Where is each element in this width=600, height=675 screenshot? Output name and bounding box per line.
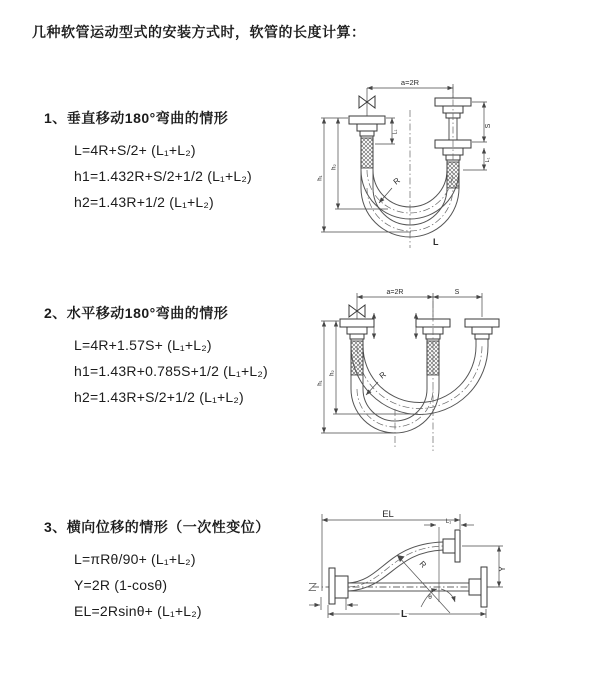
dim-label-h2: h₂ (331, 164, 338, 170)
dim-label-l1: L₁ (485, 157, 491, 163)
hose-u-bend-positions (351, 339, 488, 433)
section-1 (44, 108, 252, 215)
section-3-heading: 3、横向位移的情形（一次性变位） (44, 519, 270, 535)
diagram-lateral-displacement (300, 503, 585, 640)
hose-s-curve (348, 542, 443, 591)
radius-callout (366, 370, 388, 395)
dim-label-s: S (485, 123, 492, 129)
radius-callout (379, 176, 402, 203)
dim-label-r: R (417, 559, 429, 570)
dim-label-theta: θ (428, 594, 432, 601)
section-2-heading: 2、水平移动180°弯曲的情形 (44, 305, 229, 321)
formula-line: L=πRθ/90+ (L₁+L₂) (74, 551, 196, 567)
dim-label-y: Y (498, 566, 507, 572)
dimension-l1-right (463, 148, 491, 170)
dimension-a2r (357, 289, 433, 317)
angle-theta (421, 589, 455, 607)
dim-label-l1: L₁ (445, 519, 452, 525)
formula-line: EL=2Rsinθ+ (L₁+L₂) (74, 603, 202, 619)
section-1-heading: 1、垂直移动180°弯曲的情形 (44, 110, 229, 126)
formula-line: Y=2R (1-cosθ) (74, 577, 168, 593)
dim-label-h1: h₁ (317, 175, 324, 181)
dim-label-l1: L₁ (392, 129, 399, 135)
dimension-a2r (367, 78, 453, 98)
dim-label-h1: h₁ (317, 380, 324, 386)
flange-left (329, 568, 348, 604)
valve-icon (359, 88, 375, 116)
dim-label-h2: h₂ (329, 370, 336, 376)
page-title: 几种软管运动型式的安装方式时，软管的长度计算： (32, 24, 366, 40)
radius-callout (397, 527, 450, 613)
formula-line: L=4R+S/2+ (L₁+L₂) (74, 142, 196, 158)
formula-line: L=4R+1.57S+ (L₁+L₂) (74, 337, 212, 353)
dimension-l (328, 605, 486, 620)
flange-lower-right (469, 567, 487, 607)
dim-label-l: L (433, 237, 439, 247)
dim-label-s: S (454, 289, 460, 296)
dim-label-a2r: a=2R (400, 78, 420, 87)
diagram-horizontal-180-bend (308, 283, 553, 461)
diagram-vertical-180-bend (308, 72, 553, 254)
braided-section (351, 341, 363, 375)
dim-label-el: EL (382, 509, 394, 520)
dim-label-a2r: a=2R (386, 289, 404, 296)
formula-line: h1=1.43R+0.785S+1/2 (L₁+L₂) (74, 363, 268, 379)
section-2 (44, 303, 268, 410)
section-3 (44, 517, 270, 624)
flange-upper-right (443, 530, 460, 562)
dim-label-l: L (400, 609, 408, 620)
braided-section (361, 138, 373, 168)
flange-fitting-right (465, 319, 499, 339)
dimension-s (472, 102, 492, 142)
flange-fitting-left (349, 116, 385, 136)
formula-line: h2=1.43R+1/2 (L₁+L₂) (74, 194, 214, 210)
formula-line: h2=1.43R+S/2+1/2 (L₁+L₂) (74, 389, 244, 405)
dimension-fitting-length (374, 313, 416, 339)
flange-fitting-left (340, 319, 374, 339)
dimension-s (433, 289, 482, 317)
braided-section (447, 162, 459, 188)
dim-label-r: R (391, 175, 402, 187)
dim-label-r: R (377, 369, 388, 381)
valve-icon (349, 301, 365, 319)
formula-line: h1=1.432R+S/2+1/2 (L₁+L₂) (74, 168, 252, 184)
